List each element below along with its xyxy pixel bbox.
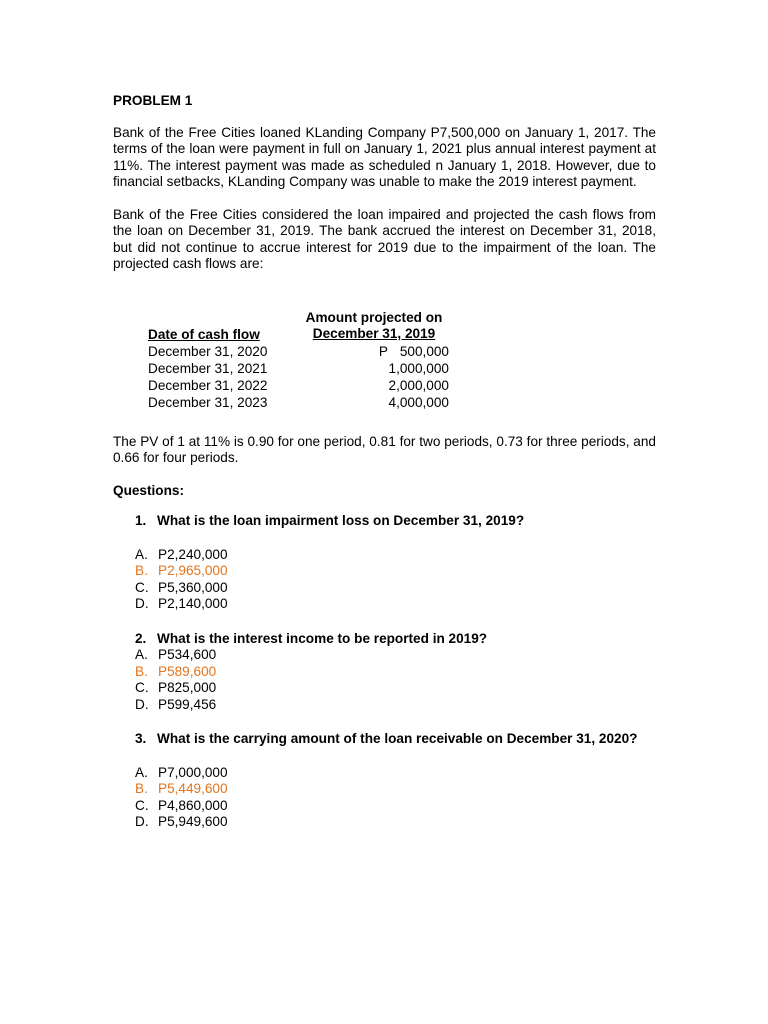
option-letter: B.	[135, 663, 148, 679]
list-item	[135, 647, 656, 664]
option-letter: A.	[135, 764, 148, 780]
question-1-options	[113, 547, 656, 613]
list-item	[135, 547, 656, 564]
list-item	[135, 814, 656, 831]
question-2-options	[113, 647, 656, 713]
question-3	[113, 731, 656, 748]
list-item	[135, 697, 656, 714]
list-item	[135, 596, 656, 613]
table-row	[148, 344, 448, 361]
list-item	[135, 781, 656, 798]
question-number: 1.	[135, 513, 147, 528]
option-text: P4,860,000	[158, 797, 228, 813]
cashflow-header-amount-line1: Amount projected on	[305, 309, 443, 325]
option-text: P5,949,600	[158, 814, 228, 829]
question-number: 3.	[135, 731, 147, 746]
cashflow-table	[113, 310, 656, 410]
cashflow-amount: 500,000	[399, 343, 449, 359]
question-3-options	[113, 765, 656, 831]
option-letter: C.	[135, 797, 149, 813]
cashflow-amount: 2,000,000	[388, 378, 449, 394]
cashflow-date: December 31, 2021	[148, 360, 268, 376]
questions-title: Questions:	[113, 482, 184, 498]
option-text: P534,600	[158, 647, 217, 662]
option-text: P2,140,000	[158, 596, 228, 611]
list-item	[135, 765, 656, 782]
table-row	[148, 361, 448, 378]
list-item	[135, 680, 656, 697]
cashflow-header-amount	[303, 310, 445, 343]
cashflow-amount: 4,000,000	[388, 395, 449, 411]
problem-title: PROBLEM 1	[113, 93, 193, 108]
option-letter: C.	[135, 579, 149, 595]
list-item	[135, 563, 656, 580]
question-text: What is the carrying amount of the loan receivable on December 31, 2020?	[157, 731, 638, 746]
cashflow-currency: P	[378, 343, 388, 359]
cashflow-amount: 1,000,000	[388, 360, 449, 376]
option-text: P599,456	[158, 696, 217, 712]
cashflow-header-amount-line2: December 31, 2019	[312, 326, 436, 341]
option-text: P2,240,000	[158, 546, 228, 562]
cashflow-date: December 31, 2020	[148, 343, 268, 359]
list-item	[135, 580, 656, 597]
cashflow-header-date: Date of cash flow	[148, 326, 260, 342]
option-text: P5,360,000	[158, 579, 228, 595]
list-item	[135, 664, 656, 681]
question-number: 2.	[135, 630, 147, 646]
option-letter: C.	[135, 680, 149, 695]
paragraph-loan-terms: Bank of the Free Cities loaned KLanding Company P7,500,000 on January 1, 2017. The terms of the loan were payment in full on January 1, 2021 plus annual interest payment at 11%. The interest payment was made as scheduled n January 1, 2018. However, due to financial setbacks, KLanding Company was unable to make the 2019 interest payment.	[113, 124, 656, 189]
document-content	[113, 93, 656, 849]
option-text: P5,449,600	[158, 781, 228, 796]
option-letter: B.	[135, 563, 148, 578]
question-text: What is the loan impairment loss on December 31, 2019?	[157, 513, 525, 528]
option-text: P2,965,000	[158, 563, 228, 578]
option-text: P7,000,000	[158, 764, 228, 780]
table-row	[148, 378, 448, 395]
option-letter: A.	[135, 647, 148, 662]
option-letter: B.	[135, 781, 148, 796]
option-letter: D.	[135, 696, 149, 712]
question-2	[113, 631, 656, 648]
option-text: P825,000	[158, 680, 217, 695]
option-letter: D.	[135, 596, 149, 611]
list-item	[135, 798, 656, 815]
question-text: What is the interest income to be reported in 2019?	[157, 630, 488, 646]
table-row	[148, 395, 448, 412]
option-text: P589,600	[158, 663, 217, 679]
cashflow-date: December 31, 2022	[148, 378, 268, 394]
cashflow-date: December 31, 2023	[148, 395, 268, 411]
pv-note: The PV of 1 at 11% is 0.90 for one period, 0.81 for two periods, 0.73 for three periods, and 0.66 for four periods.	[113, 433, 656, 465]
option-letter: D.	[135, 814, 149, 829]
paragraph-impairment: Bank of the Free Cities considered the loan impaired and projected the cash flows from the loan on December 31, 2019. The bank accrued the interest on December 31, 2018, but did not continue to accrue interest for 2019 due to the impairment of the loan. The projected cash flows are:	[113, 206, 656, 271]
option-letter: A.	[135, 546, 148, 562]
cashflow-rows	[148, 344, 448, 413]
question-1	[113, 513, 656, 530]
